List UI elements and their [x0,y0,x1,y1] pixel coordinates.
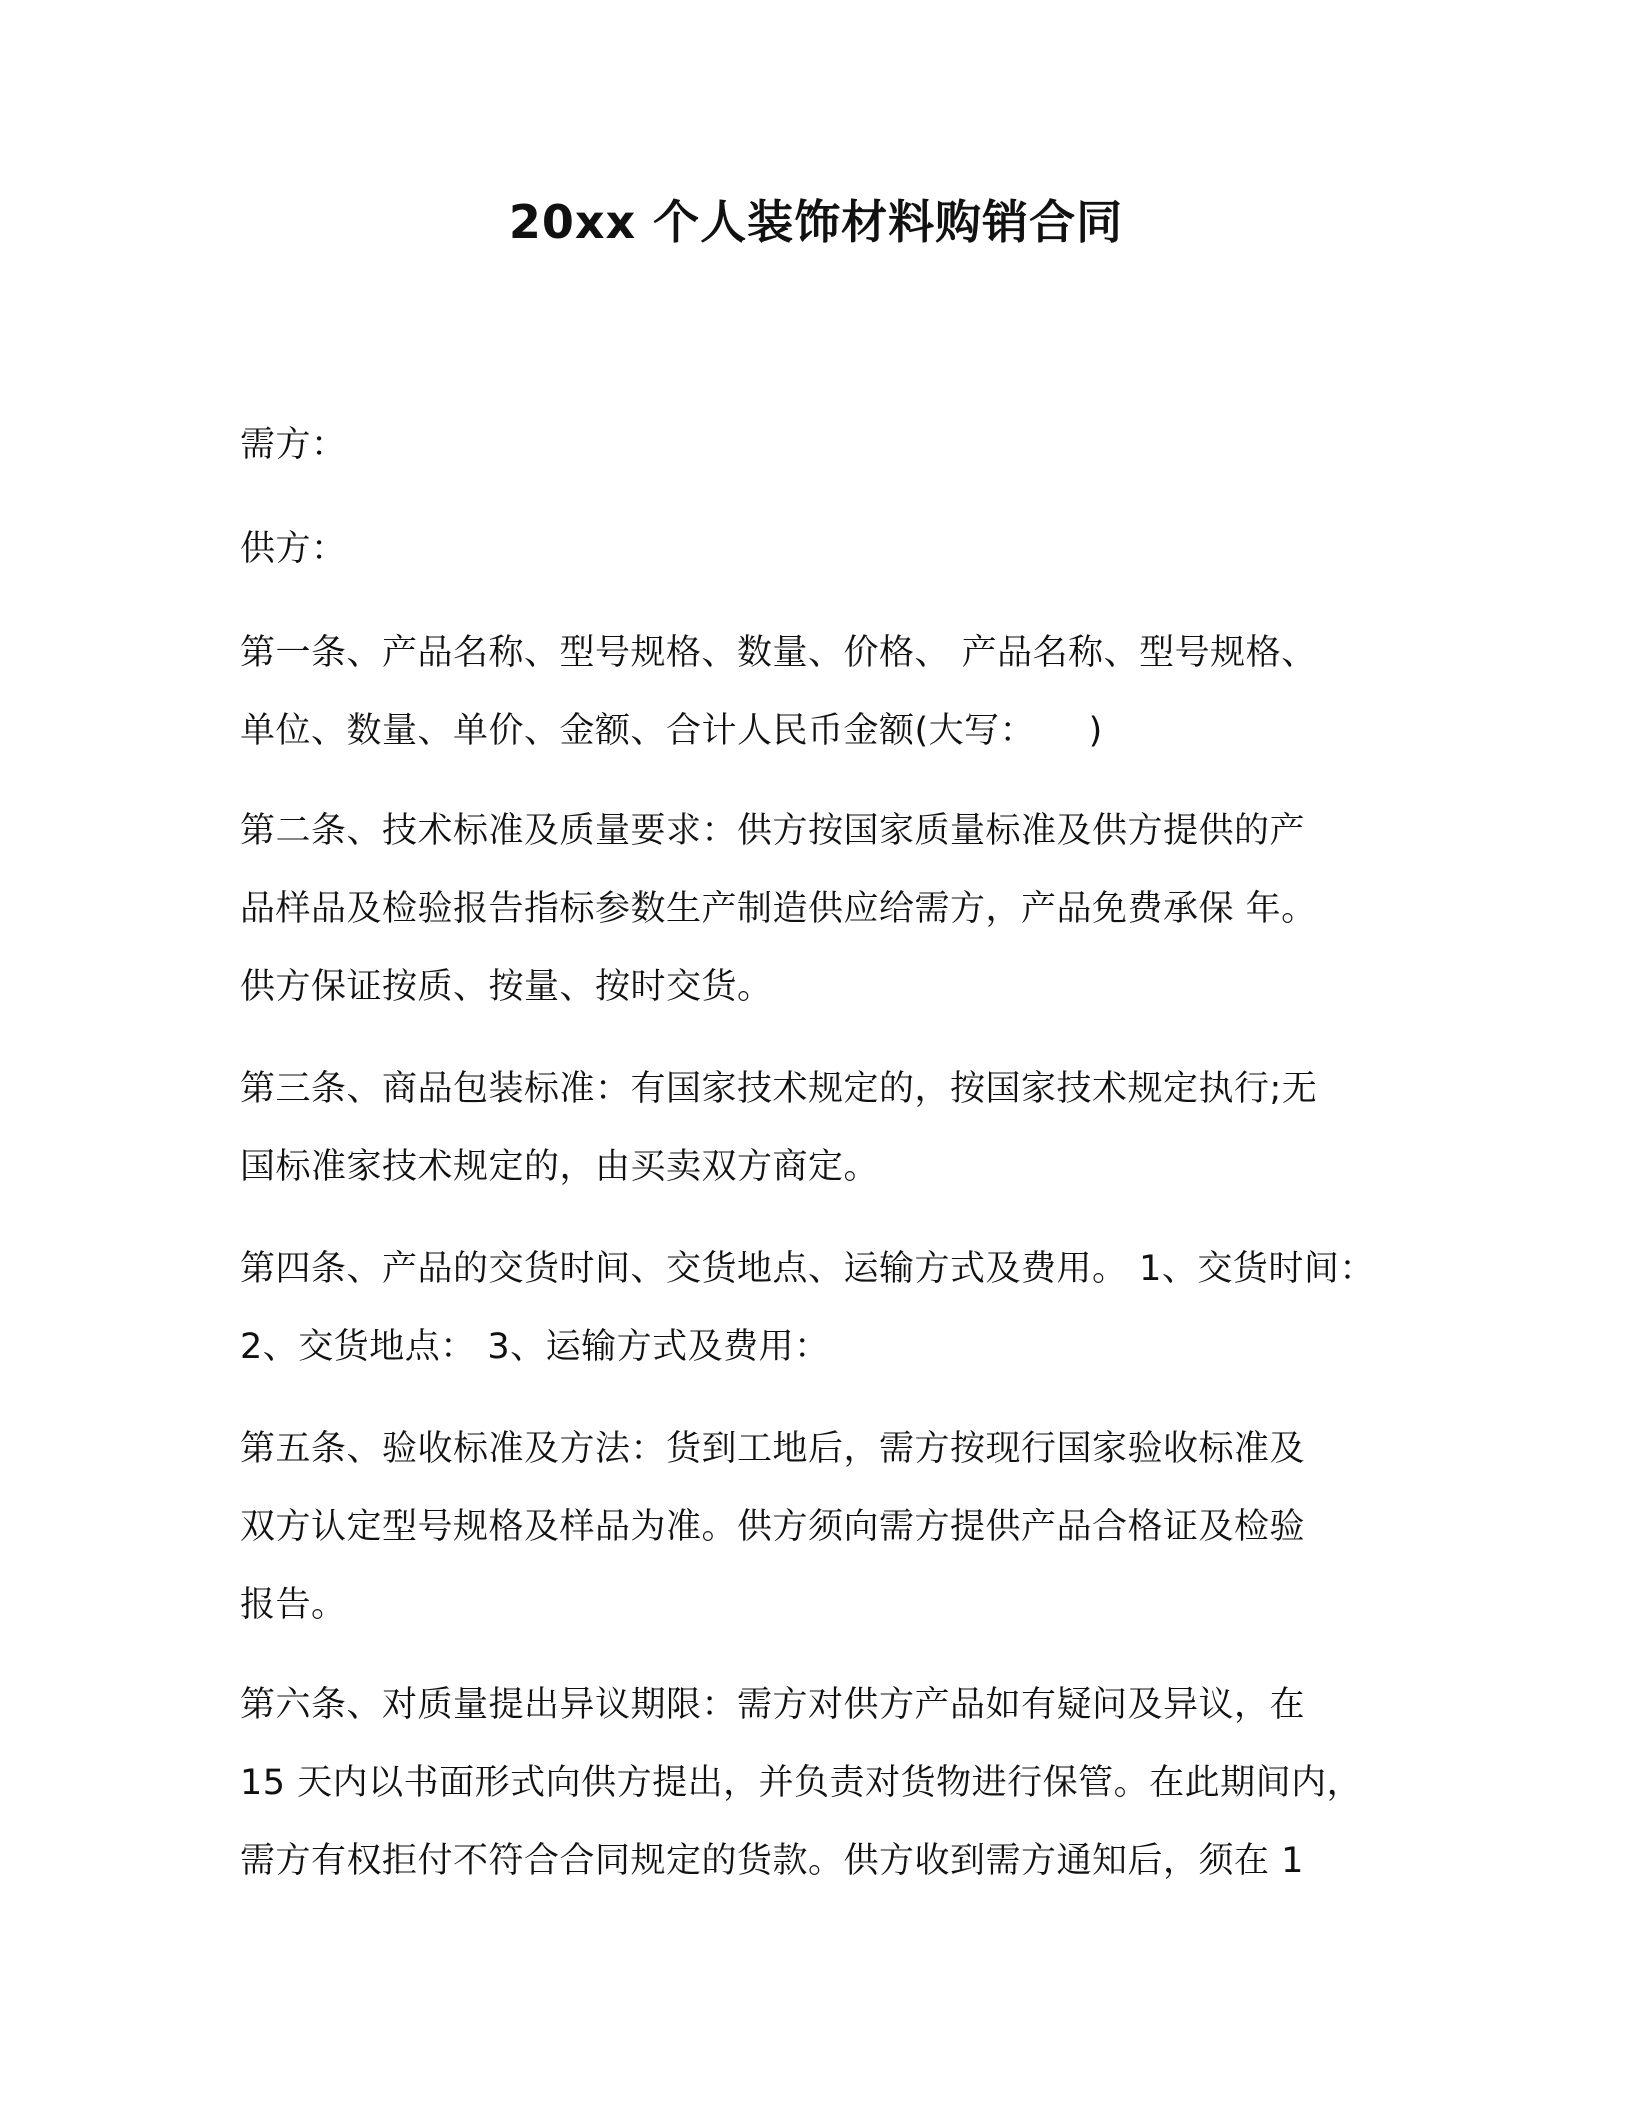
clause-6 [240,1666,1420,1900]
text-line: 第四条、产品的交货时间、交货地点、运输方式及费用。 1、交货时间： [240,1249,1375,1289]
text-line: 第二条、技术标准及质量要求：供方按国家质量标准及供方提供的产 [240,811,1306,851]
text-line: 需方： [240,425,347,465]
document-title: 20xx 个人装饰材料购销合同 [508,195,1124,249]
text-line: 需方有权拒付不符合合同规定的货款。供方收到需方通知后，须在 1 [240,1841,1304,1881]
text-line: 第三条、商品包装标准：有国家技术规定的，按国家技术规定执行;无 [240,1069,1318,1109]
clause-demander [240,406,1420,484]
text-line: 报告。 [240,1585,347,1625]
text-line: 15 天内以书面形式向供方提出，并负责对货物进行保管。在此期间内， [240,1763,1363,1803]
clause-3 [240,1050,1420,1206]
text-line: 第六条、对质量提出异议期限：需方对供方产品如有疑问及异议，在 [240,1685,1306,1725]
text-line: 2、交货地点： 3、运输方式及费用： [240,1327,830,1367]
text-line: 双方认定型号规格及样品为准。供方须向需方提供产品合格证及检验 [240,1507,1306,1547]
clause-2 [240,792,1420,1026]
text-line: 国标准家技术规定的，由买卖双方商定。 [240,1147,880,1187]
text-line: 供方保证按质、按量、按时交货。 [240,967,773,1007]
text-line: 供方： [240,529,347,569]
clause-5 [240,1410,1420,1644]
clause-1 [240,614,1420,770]
text-line: 单位、数量、单价、金额、合计人民币金额(大写： ) [240,711,1103,751]
clause-4 [240,1230,1420,1386]
text-line: 第五条、验收标准及方法：货到工地后，需方按现行国家验收标准及 [240,1429,1306,1469]
text-line: 第一条、产品名称、型号规格、数量、价格、 产品名称、型号规格、 [240,633,1317,673]
clause-supplier [240,510,1420,588]
text-line: 品样品及检验报告指标参数生产制造供应给需方，产品免费承保 年。 [240,889,1317,929]
